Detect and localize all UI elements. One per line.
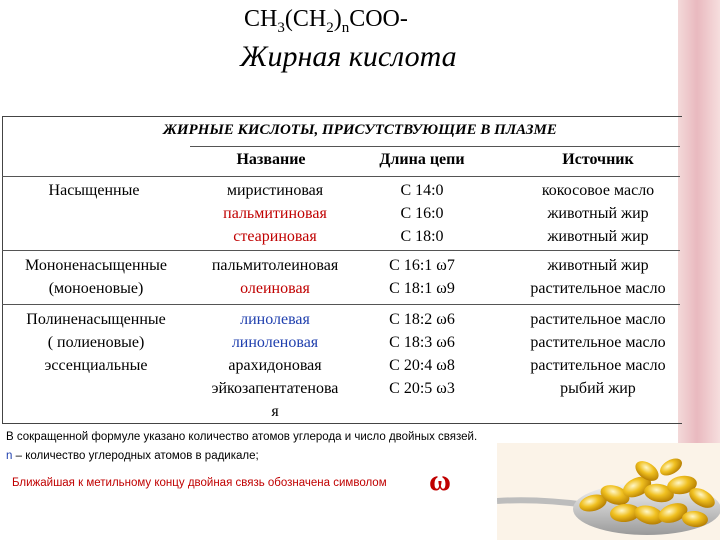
names-saturated: миристиновая пальмитиновая стеариновая [223, 182, 327, 245]
general-formula: $CH_3(CH_2)_nCOO-$ [244, 6, 408, 36]
omega-symbol: ω [429, 464, 451, 497]
names-polyunsaturated: линолевая линоленовая арахидоновая эйкозапентатенова я [211, 311, 339, 420]
fish-oil-capsules-photo [497, 443, 720, 540]
column-header-source: Источник [562, 151, 634, 168]
names-monounsaturated: пальмитолеиновая олеиновая [211, 257, 339, 297]
column-header-chain: Длина цепи [379, 151, 465, 168]
sources-saturated: кокосовое масло животный жир животный жир [541, 182, 655, 245]
divider [190, 146, 680, 147]
chains-saturated: С 14:0 С 16:0 С 18:0 [400, 182, 444, 245]
footnote-omega-text: Ближайшая к метильному концу двойная связь обозначена символом [12, 477, 387, 489]
category-polyunsaturated: Полиненасыщенные ( полиеновые) эссенциальные [26, 311, 166, 374]
category-monounsaturated: Мононенасыщенные (моноеновые) [25, 257, 167, 297]
page-title: Жирная кислота [240, 40, 457, 73]
table-caption: ЖИРНЫЕ КИСЛОТЫ, ПРИСУТСТВУЮЩИЕ В ПЛАЗМЕ [163, 122, 557, 138]
chains-polyunsaturated: С 18:2 ω6 С 18:3 ω6 С 20:4 ω8 С 20:5 ω3 [389, 311, 455, 397]
divider [2, 304, 680, 305]
category-saturated: Насыщенные [48, 182, 140, 199]
sources-polyunsaturated: растительное масло растительное масло растительное масло рыбий жир [530, 311, 666, 397]
divider [2, 176, 680, 177]
footnote [6, 428, 477, 466]
footnote-line-2: n – количество углеродных атомов в радикале; [6, 450, 259, 462]
column-header-name: Название [236, 151, 306, 168]
divider [2, 250, 680, 251]
footnote-line-1: В сокращенной формуле указано количество атомов углерода и число двойных связей. [6, 431, 478, 443]
sources-monounsaturated: животный жир растительное масло [530, 257, 666, 297]
chains-monounsaturated: С 16:1 ω7 С 18:1 ω9 [389, 257, 455, 297]
